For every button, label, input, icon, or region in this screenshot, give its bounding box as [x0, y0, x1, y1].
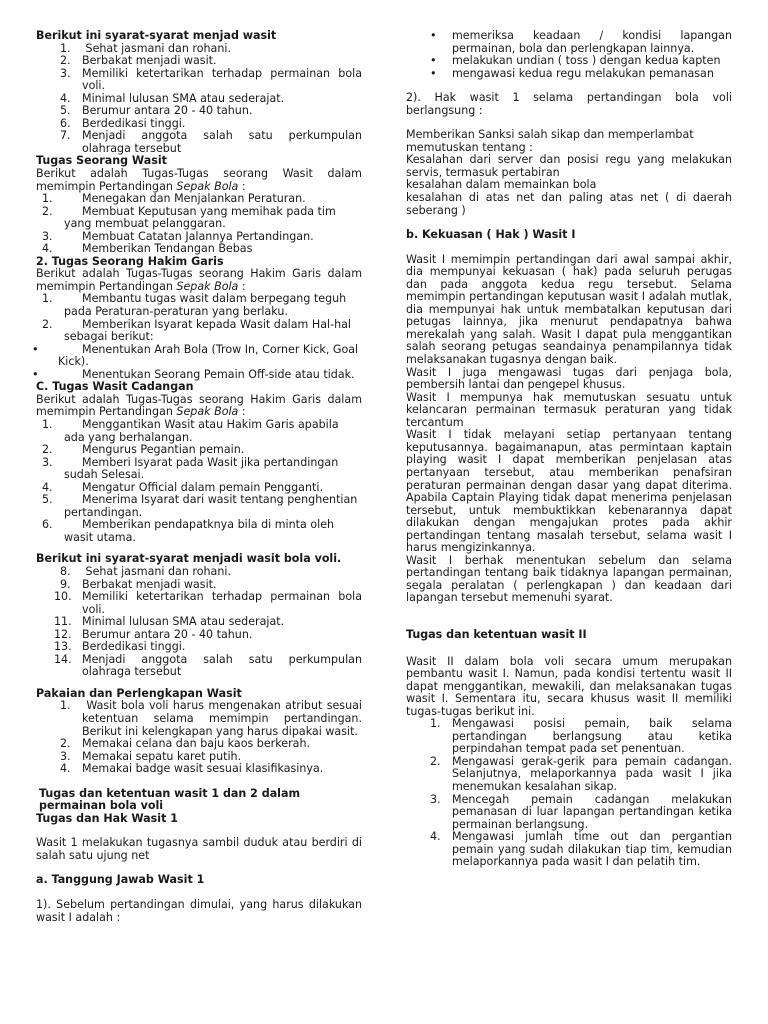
list-item: 1. Menggantikan Wasit atau Hakim Garis apabila ada yang berhalangan. — [42, 417, 339, 444]
list-item: 3. Mencegah pemain cadangan melakukan pemanasan di luar lapangan pertandingan ketika permainan berlangsung. — [430, 792, 732, 831]
intro-hakim-garis: Berikut adalah Tugas-Tugas seorang Hakim Garis dalam memimpin Pertandingan Sepak Bola : — [36, 267, 362, 293]
list-item: • mengawasi kedua regu melakukan pemanasan — [430, 66, 714, 80]
heading-tanggung-jawab: a. Tanggung Jawab Wasit 1 — [36, 873, 205, 887]
list-item: 3. Memberi Isyarat pada Wasit jika pertandingan sudah Selesai. — [42, 455, 339, 482]
list-item: 2. Memberikan Isyarat kepada Wasit dalam Hal-hal sebagai berikut: — [42, 317, 351, 344]
paragraph-kekuasan-3: Wasit I mempunya hak memutuskan sesuatu untuk kelancaran permainan termasuk peraturan yang tidak tercantum — [406, 390, 732, 429]
paragraph-hak-wasit: 2). Hak wasit 1 selama pertandingan bola voli berlangsung : — [406, 91, 732, 117]
line-memutuskan: memutuskan tentang : — [406, 140, 533, 154]
list-wasit-cadangan — [36, 419, 362, 544]
list-item: 1. Mengawasi posisi pemain, baik selama pertandingan berlangsung atau ketika perpindahan tempat pada set penentuan. — [430, 717, 732, 756]
bullet-icon: • — [32, 342, 39, 356]
list-item: 1. Membantu tugas wasit dalam berpegang teguh pada Peraturan-peraturan yang berlaku. — [42, 292, 347, 319]
line-kesalahan-bola: kesalahan dalam memainkan bola — [406, 178, 597, 192]
list-hakim-garis — [32, 292, 362, 381]
paragraph-kekuasan-2: Wasit I juga mengawasi tugas dari penjaga bola, pembersih lantai dan pengepel khusus. — [406, 365, 732, 392]
list-item: 3. Memakai sepatu karet putih. — [60, 749, 242, 763]
list-item: 4. Memakai badge wasit sesuai klasifikasinya. — [60, 762, 324, 776]
heading-syarat-wasit: Berikut ini syarat-syarat menjad wasit — [36, 29, 277, 42]
list-item: 12. Berumur antara 20 - 40 tahun. — [54, 627, 253, 641]
line-sanksi: Memberikan Sanksi salah sikap dan memperlambat — [406, 128, 694, 142]
list-tugas-wasit — [36, 193, 362, 256]
list-item: 8. Sehat jasmani dan rohani. — [60, 564, 231, 578]
list-item: 10. Memiliki ketertarikan terhadap permainan bola voli. — [54, 590, 362, 616]
list-item: 2. Berbakat menjadi wasit. — [60, 54, 217, 68]
list-item: 13. Berdedikasi tinggi. — [54, 640, 186, 654]
list-item: 11. Minimal lulusan SMA atau sederajat. — [54, 615, 285, 629]
list-syarat-1 — [36, 43, 362, 156]
paragraph-wasit-2: Wasit II dalam bola voli secara umum merupakan pembantu wasit I. Namun, pada kondisi tertentu wasit II dapat menggantikan, mewakili, dan melaksanakan tugas wasit I. Sementara itu, secara khusus wasit II memiliki tugas-tugas berikut ini. — [406, 654, 732, 718]
line-kesalahan-net: kesalahan di atas net dan paling atas net ( di daerah seberang ) — [406, 191, 732, 217]
intro-tugas-wasit: Berikut adalah Tugas-Tugas seorang Wasit dalam memimpin Pertandingan Sepak Bola : — [36, 167, 362, 193]
list-item: 3. Memiliki ketertarikan terhadap permainan bola voli. — [60, 66, 362, 93]
list-item: 6. Memberikan pendapatknya bila di minta oleh wasit utama. — [42, 518, 335, 544]
list-syarat-2 — [36, 566, 362, 679]
heading-syarat-wasit-voli: Berikut ini syarat-syarat menjadi wasit bola voli. — [36, 552, 342, 566]
list-item: • melakukan undian ( toss ) dengan kedua kapten — [430, 54, 721, 68]
line-kesalahan-server: Kesalahan dari server dan posisi regu yang melakukan servis, termasuk pertabiran — [406, 153, 732, 179]
list-item: 2. Mengurus Pegantian pemain. — [42, 443, 245, 457]
heading-tugas-ketentuan: Tugas dan ketentuan wasit 1 dan 2 dalam permainan bola voli — [39, 786, 301, 813]
intro-wasit-cadangan: Berikut adalah Tugas-Tugas seorang Hakim Garis dalam memimpin Pertandingan Sepak Bola : — [36, 392, 362, 419]
list-tugas-wasit-2 — [406, 718, 732, 869]
left-column — [32, 29, 362, 924]
paragraph-kekuasan-4: Wasit I tidak melayani setiap pertanyaan tentang keputusannya. bagaimanapun, atas permintaan kaptain playing wasit I dapat memberikan penjelasan atas pertanyaan tersebut, atau memberikan penafsiran peraturan permainan dengan dasar yang dapat diterima. Apabila Captain Playing tidak dapat menerima penjelasan tersebut, untuk membuktikkan kebenarannya dapat dilakukan dengan mengajukan protes pada akhir pertandingan tentang masalah tersebut, selama wasit I harus mengizinkannya. — [406, 428, 732, 555]
list-item: • Menentukan Seorang Pemain Off-side atau tidak. — [32, 367, 355, 381]
list-item: • memeriksa keadaan / kondisi lapangan permainan, bola dan perlengkapan lainnya. — [430, 29, 732, 55]
list-item: 9. Berbakat menjadi wasit. — [60, 577, 217, 591]
right-column — [406, 30, 732, 869]
subheading-tugas-hak: Tugas dan Hak Wasit 1 — [36, 811, 178, 825]
list-item: 2. Mengawasi gerak-gerik para pemain cadangan. Selanjutnya, melaporkannya pada wasit I jika menemukan kesalahan sikap. — [430, 754, 732, 793]
list-item: 1. Sehat jasmani dan rohani. — [60, 41, 231, 55]
list-pakaian — [36, 700, 362, 775]
paragraph-kekuasan-1: Wasit I memimpin pertandingan dari awal sampai akhir, dia mempunyai kekuasan ( hak) pada seluruh perugas dan pada anggota kedua regu tersebut. Selama memimpin pertandingan keputusan wasit I adalah mutlak, dia mempunyai hak untuk membatalkan keputusan dari petugas lainnya, jika menurut pendapatnya bahwa merekalah yang salah. Wasit I dapat pula menggantikan salah seorang petugas seandainya penampilannya tidak melaksanakan tugasnya dengan baik. — [406, 252, 732, 367]
paragraph-wasit-1: Wasit 1 melakukan tugasnya sambil duduk atau berdiri di salah satu ujung net — [36, 836, 362, 862]
heading-pakaian-wasit: Pakaian dan Perlengkapan Wasit — [36, 686, 242, 700]
heading-wasit-2: Tugas dan ketentuan wasit II — [406, 627, 587, 641]
heading-kekuasan: b. Kekuasan ( Hak ) Wasit I — [406, 228, 576, 242]
bullet-icon: • — [430, 66, 437, 80]
list-item: 4. Mengatur Official dalam pemain Pengganti. — [42, 480, 323, 494]
list-item: 4. Mengawasi jumlah time out dan pergantian pemain yang sudah dilakukan tiap tim, kemudian melaporkannya pada wasit I dan pelatih tim. — [430, 830, 732, 869]
list-item: 6. Berdedikasi tinggi. — [60, 116, 186, 130]
list-item: 7. Menjadi anggota salah satu perkumpulan olahraga tersebut — [60, 129, 362, 155]
bullet-icon: • — [430, 54, 437, 68]
list-item: 4. Memberikan Tendangan Bebas — [42, 242, 253, 256]
heading-hakim-garis: 2. Tugas Seorang Hakim Garis — [36, 254, 224, 268]
list-item: 4. Minimal lulusan SMA atau sederajat. — [60, 91, 285, 105]
list-item: 14. Menjadi anggota salah satu perkumpulan olahraga tersebut — [54, 652, 362, 679]
list-item: 2. Memakai celana dan baju kaos berkerah. — [60, 737, 310, 751]
heading-tugas-wasit: Tugas Seorang Wasit — [36, 154, 167, 168]
heading-wasit-cadangan: C. Tugas Wasit Cadangan — [36, 380, 194, 394]
bullet-icon: • — [430, 29, 437, 42]
list-item: 1. Wasit bola voli harus mengenakan atribut sesuai ketentuan selama memimpin pertandingan. Berikut ini kelengkapan yang harus dipakai wasit. — [60, 699, 362, 738]
paragraph-kekuasan-5: Wasit I berhak menentukan sebelum dan selama pertandingan tentang baik tidaknya lapangan permainan, segala peralatan ( perlengkapan ) dan keadaan dari lapangan tersebut memenuhi syarat. — [406, 553, 732, 605]
paragraph-sebelum-pertandingan: 1). Sebelum pertandingan dimulai, yang harus dilakukan wasit I adalah : — [36, 898, 362, 924]
list-item: 5. Menerima Isyarat dari wasit tentang penghentian pertandingan. — [42, 493, 358, 519]
list-item: 3. Membuat Catatan Jalannya Pertandingan. — [42, 229, 314, 243]
list-item: 1. Menegakan dan Menjalankan Peraturan. — [42, 192, 306, 206]
list-item: 5. Berumur antara 20 - 40 tahun. — [60, 104, 253, 118]
list-tugas-sebelum — [406, 30, 732, 80]
bullet-icon: • — [32, 367, 39, 381]
list-item: 2. Membuat Keputusan yang memihak pada tim yang membuat pelanggaran. — [42, 204, 336, 231]
list-item: • Menentukan Arah Bola (Trow In, Corner Kick, Goal Kick). — [32, 342, 359, 369]
